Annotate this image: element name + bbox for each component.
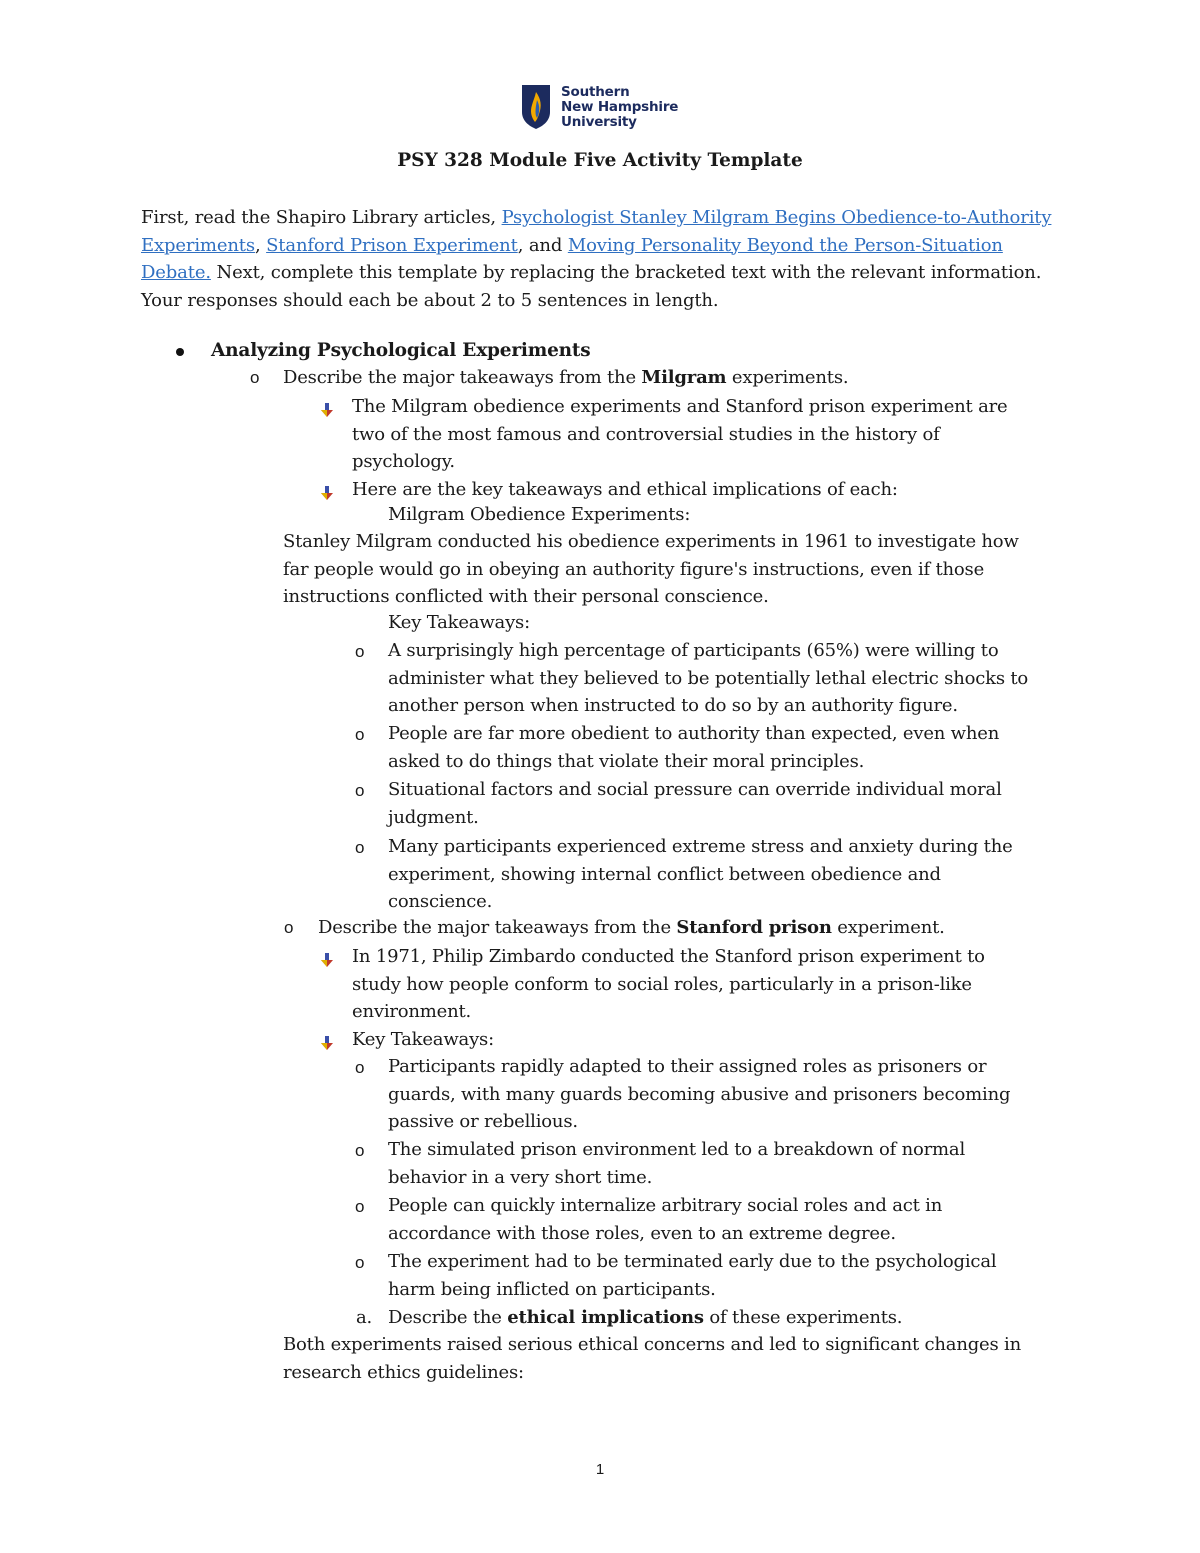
list-item: Key Takeaways: xyxy=(352,1029,494,1050)
page-number: 1 xyxy=(595,1461,605,1478)
list-item: administer what they believed to be potentially lethal electric shocks to xyxy=(388,667,1029,689)
intro-paragraph xyxy=(141,204,1056,314)
circle-bullet-icon: o xyxy=(284,918,294,937)
arrow-bullet-icon xyxy=(320,485,334,501)
list-item: In 1971, Philip Zimbardo conducted the Stanford prison experiment to xyxy=(352,946,985,967)
circle-bullet-icon: o xyxy=(355,642,365,661)
milgram-subheading: Milgram Obedience Experiments: xyxy=(388,504,691,525)
arrow-bullet-icon xyxy=(320,1035,334,1051)
list-item: passive or rebellious. xyxy=(388,1111,578,1132)
logo-line-1: Southern xyxy=(561,83,630,100)
ethics-paragraph-line: research ethics guidelines: xyxy=(283,1361,524,1383)
circle-bullet-icon: o xyxy=(355,1253,365,1272)
question-ethics xyxy=(388,1307,902,1328)
link-personality-article[interactable]: Moving Personality Beyond the Person-Situation Debate. xyxy=(141,234,1003,283)
circle-bullet-icon: o xyxy=(355,1058,365,1077)
list-item: Here are the key takeaways and ethical implications of each: xyxy=(352,478,898,500)
list-item: conscience. xyxy=(388,891,493,912)
q1-pre: Describe the major takeaways from the xyxy=(283,367,642,388)
intro-prefix: First, read the Shapiro Library articles, xyxy=(141,207,502,228)
section-heading: Analyzing Psychological Experiments xyxy=(211,340,591,361)
ethics-paragraph-line: Both experiments raised serious ethical concerns and led to significant changes in xyxy=(283,1334,1021,1355)
arrow-bullet-icon xyxy=(320,402,334,418)
key-takeaways-label: Key Takeaways: xyxy=(388,612,530,633)
q3-bold: ethical implications xyxy=(507,1307,704,1328)
list-item: environment. xyxy=(352,1001,472,1022)
list-item: guards, with many guards becoming abusive and prisoners becoming xyxy=(388,1083,1011,1105)
list-item: experiment, showing internal conflict between obedience and xyxy=(388,863,941,885)
page-title: PSY 328 Module Five Activity Template xyxy=(397,150,803,171)
q2-post: experiment. xyxy=(831,917,945,938)
intro-sep-2: , and xyxy=(517,234,568,256)
bullet-icon xyxy=(176,348,184,356)
logo-line-3: University xyxy=(561,113,637,130)
list-item: harm being inflicted on participants. xyxy=(388,1278,716,1300)
milgram-paragraph-line: Stanley Milgram conducted his obedience experiments in 1961 to investigate how xyxy=(283,531,1019,552)
list-item: The experiment had to be terminated early due to the psychological xyxy=(388,1251,997,1272)
link-stanford-article[interactable]: Stanford Prison Experiment xyxy=(266,234,518,256)
list-item: asked to do things that violate their moral principles. xyxy=(388,750,865,772)
logo-wordmark xyxy=(561,85,678,130)
list-item: People are far more obedient to authority than expected, even when xyxy=(388,723,1000,744)
list-item: another person when instructed to do so by an authority figure. xyxy=(388,695,958,716)
intro-sep-1: , xyxy=(254,234,267,256)
list-item: The Milgram obedience experiments and Stanford prison experiment are xyxy=(352,396,1008,417)
university-logo xyxy=(521,84,678,130)
link-milgram-article[interactable]: Psychologist Stanley Milgram Begins Obedience-to-Authority Experiments xyxy=(141,207,1052,256)
list-item: two of the most famous and controversial studies in the history of xyxy=(352,423,940,445)
list-item: study how people conform to social roles, particularly in a prison-like xyxy=(352,973,972,995)
q1-post: experiments. xyxy=(726,367,849,388)
milgram-paragraph-line: far people would go in obeying an authority figure's instructions, even if those xyxy=(283,558,985,580)
circle-bullet-icon: o xyxy=(250,368,260,387)
question-stanford xyxy=(318,917,945,938)
list-item: psychology. xyxy=(352,451,455,472)
list-item: behavior in a very short time. xyxy=(388,1166,653,1188)
intro-suffix: Next, complete this template by replacing the bracketed text with the relevant information. Your responses should each be about 2 to 5 sentences in length. xyxy=(141,262,1042,311)
circle-bullet-icon: o xyxy=(355,781,365,800)
list-item: Situational factors and social pressure can override individual moral xyxy=(388,779,1002,800)
list-item: The simulated prison environment led to a breakdown of normal xyxy=(388,1139,966,1160)
circle-bullet-icon: o xyxy=(355,1197,365,1216)
list-marker-a: a. xyxy=(356,1307,373,1328)
list-item: People can quickly internalize arbitrary social roles and act in xyxy=(388,1195,943,1216)
q2-bold: Stanford prison xyxy=(676,917,832,938)
logo-line-2: New Hampshire xyxy=(561,98,679,115)
shield-flame-icon xyxy=(521,84,551,130)
arrow-bullet-icon xyxy=(320,952,334,968)
q1-bold: Milgram xyxy=(641,367,727,388)
list-item: judgment. xyxy=(388,806,479,828)
list-item: accordance with those roles, even to an extreme degree. xyxy=(388,1222,896,1244)
circle-bullet-icon: o xyxy=(355,838,365,857)
list-item: A surprisingly high percentage of participants (65%) were willing to xyxy=(388,640,999,661)
q3-pre: Describe the xyxy=(388,1307,508,1328)
q2-pre: Describe the major takeaways from the xyxy=(318,917,677,938)
list-item: Participants rapidly adapted to their assigned roles as prisoners or xyxy=(388,1056,987,1077)
circle-bullet-icon: o xyxy=(355,1141,365,1160)
list-item: Many participants experienced extreme stress and anxiety during the xyxy=(388,836,1013,857)
question-milgram xyxy=(283,367,848,388)
q3-post: of these experiments. xyxy=(703,1307,903,1328)
circle-bullet-icon: o xyxy=(355,725,365,744)
milgram-paragraph-line: instructions conflicted with their personal conscience. xyxy=(283,586,769,607)
